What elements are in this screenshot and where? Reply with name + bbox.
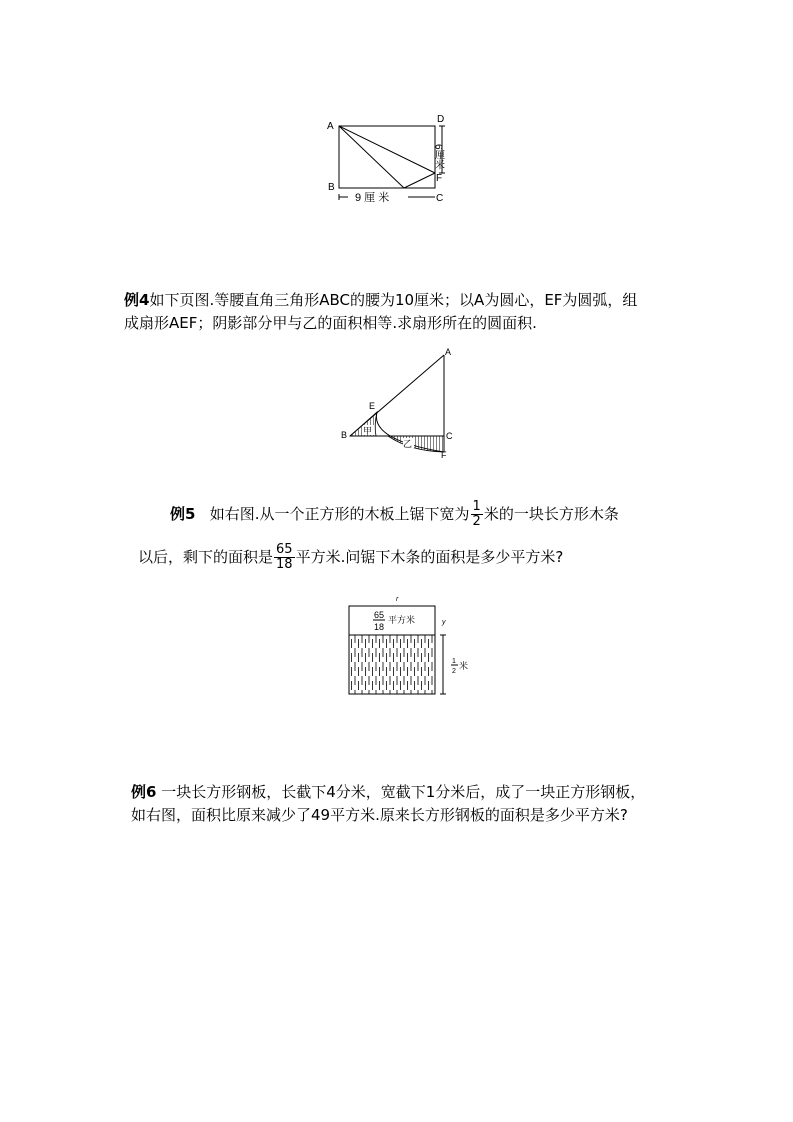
- figure-triangle-sector: [340, 345, 465, 460]
- shaded-yi: [388, 436, 444, 452]
- figure-square-board: [340, 592, 480, 702]
- label-d: D: [437, 114, 445, 125]
- area-unit: 平方米: [388, 615, 416, 625]
- strip-den: 2: [452, 668, 456, 675]
- ex5-line-1: [170, 494, 619, 534]
- label-yi: 乙: [403, 439, 413, 449]
- line-e-f: [404, 173, 435, 188]
- ex4-text-2: 成扇形AEF；阴影部分甲与乙的面积相等.求扇形所在的圆面积.: [124, 314, 537, 332]
- dimension-9cm: 9 厘 米: [355, 192, 390, 204]
- label-r: r: [396, 596, 399, 603]
- ex5-text-1b: 米的一块长方形木条: [483, 505, 619, 523]
- label-jia: 甲: [363, 426, 373, 436]
- ex4-line-1: [124, 290, 637, 310]
- rect-abcd: [339, 126, 435, 188]
- ex6-text-1: 一块长方形钢板，长截下4分米，宽截下1分米后，成了一块正方形钢板，: [161, 783, 646, 801]
- label-y: y: [442, 619, 446, 626]
- ex5-text-2a: 以后，剩下的面积是: [138, 548, 274, 566]
- ex5-text-1a: 如右图.从一个正方形的木板上锯下宽为: [209, 505, 470, 523]
- strip-num: 1: [452, 658, 456, 665]
- area-num: 65: [374, 610, 385, 620]
- strip-grain: [349, 635, 435, 694]
- ex6-tag: 例6: [131, 783, 157, 801]
- label-a: A: [445, 347, 452, 357]
- fraction-half: $\frac{1}{2}$: [472, 499, 481, 529]
- label-c: C: [436, 193, 444, 204]
- ex4-line-2: [124, 313, 537, 333]
- label-f: F: [436, 173, 443, 184]
- ex6-text-2: 如右图，面积比原来减少了49平方米.原来长方形钢板的面积是多少平方米?: [131, 806, 628, 824]
- ex5-tag: 例5: [170, 505, 196, 523]
- ex5-line-2: [138, 537, 563, 577]
- line-a-e: [339, 126, 404, 188]
- area-den: 18: [374, 622, 385, 632]
- dimension-6cm: 6厘米: [432, 144, 444, 170]
- ex5-text-2b: 平方米.问锯下木条的面积是多少平方米?: [295, 548, 564, 566]
- label-a: A: [327, 121, 334, 132]
- line-a-f: [339, 126, 435, 173]
- label-e: E: [369, 401, 376, 411]
- figure-rectangle-triangles: [318, 108, 458, 208]
- ex6-line-2: [131, 805, 628, 825]
- label-b: B: [328, 182, 335, 193]
- ex4-text-1: 如下页图.等腰直角三角形ABC的腰为10厘米；以A为圆心，EF为圆弧，组: [149, 291, 638, 309]
- ex6-line-1: [131, 782, 645, 802]
- ex4-tag: 例4: [124, 291, 150, 309]
- label-f: F: [441, 450, 447, 460]
- label-c: C: [446, 431, 453, 441]
- fraction-65-18: $\frac{65}{18}$: [276, 542, 293, 572]
- strip-unit: 米: [459, 661, 469, 671]
- label-b: B: [341, 430, 348, 440]
